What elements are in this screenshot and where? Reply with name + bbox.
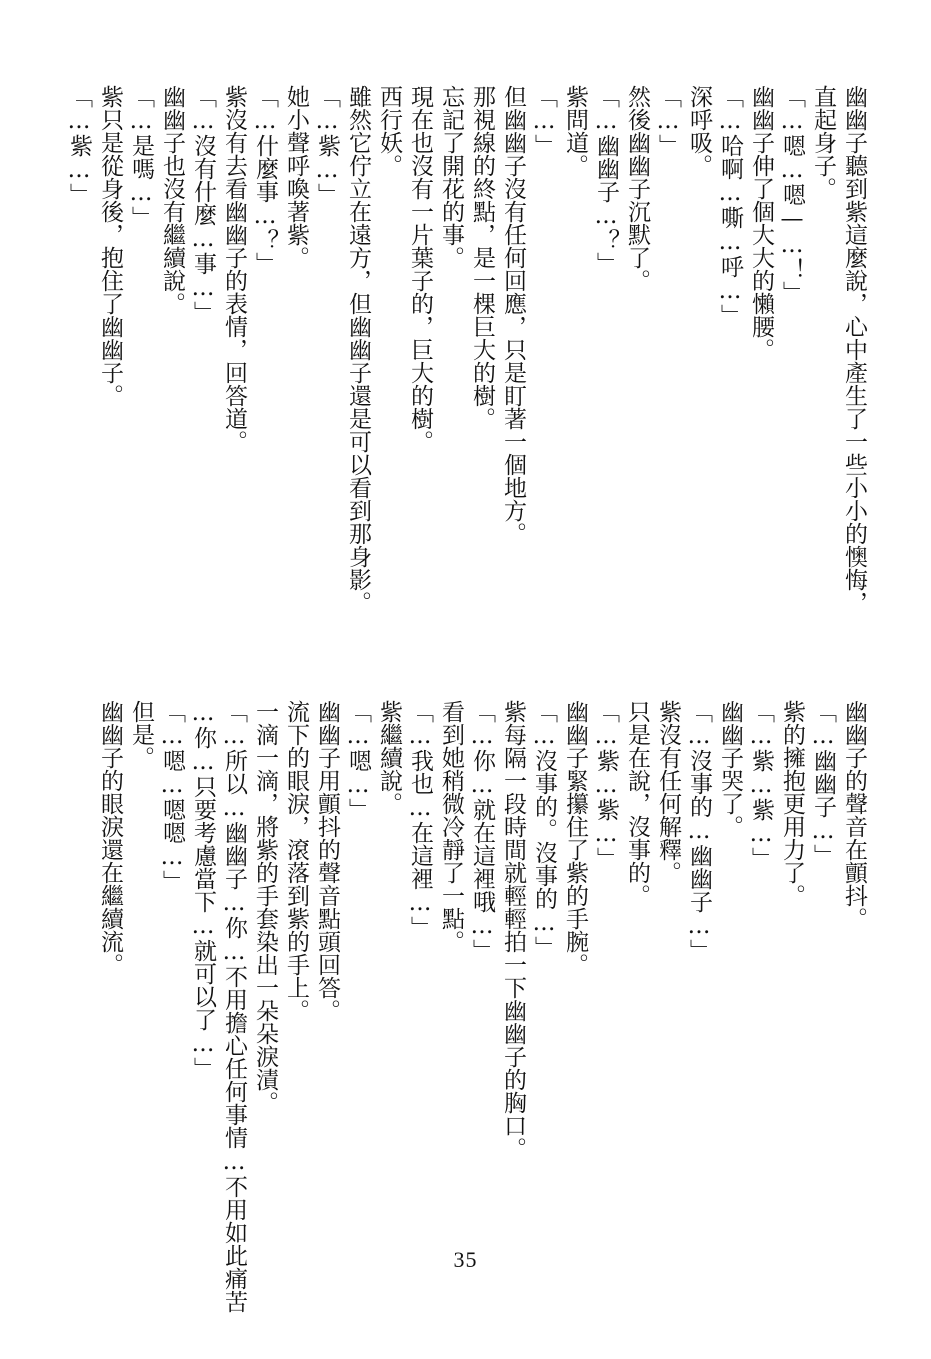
text-line: 「…幽幽子…？」 <box>593 85 619 275</box>
text-line: 幽幽子伸了個大大的懶腰。 <box>748 85 774 361</box>
text-line: 現在也沒有一片葉子的，巨大的樹。 <box>407 85 433 453</box>
page-number: 35 <box>453 1247 478 1272</box>
text-line: 幽幽子聽到紫這麼說，心中產生了一些小小的懊悔， <box>841 85 867 614</box>
text-line: 紫的擁抱更用力了。 <box>779 700 805 907</box>
text-line: 「…紫…紫…」 <box>748 700 774 870</box>
text-line: 直起身子。 <box>810 85 836 200</box>
text-line: 深呼吸。 <box>686 85 712 177</box>
text-line: 「…沒事的。沒事的…」 <box>531 700 557 959</box>
text-line: 「…什麼事…？」 <box>252 85 278 275</box>
text-line: 「…幽幽子…」 <box>810 700 836 867</box>
text-line: 但是。 <box>128 700 154 769</box>
text-line: 幽幽子緊攥住了紫的手腕。 <box>562 700 588 976</box>
text-line: 「…紫…」 <box>314 85 340 206</box>
text-line: 然後幽幽子沉默了。 <box>624 85 650 292</box>
text-line: 「…」 <box>531 85 557 157</box>
text-line: 「…嗯…嗯—…！」 <box>779 85 805 304</box>
text-line: 幽幽子哭了。 <box>717 700 743 838</box>
text-line: 那視線的終點，是一棵巨大的樹。 <box>469 85 495 430</box>
text-line: 「…紫…紫…」 <box>593 700 619 870</box>
text-line: 幽幽子的聲音在顫抖。 <box>841 700 867 930</box>
text-line: 「…你…就在這裡哦…」 <box>469 700 495 962</box>
text-line: …你…只要考慮當下…就可以了…」 <box>190 700 216 1080</box>
text-line: 流下的眼淚，滾落到紫的手上。 <box>283 700 309 1022</box>
text-line: 「…沒有什麼…事…」 <box>190 85 216 324</box>
text-line: 幽幽子也沒有繼續說。 <box>159 85 185 315</box>
text-line: 「…哈啊…嘶…呼…」 <box>717 85 743 327</box>
text-line: 「…沒事的…幽幽子…」 <box>686 700 712 962</box>
text-line: 紫沒有去看幽幽子的表情，回答道。 <box>221 85 247 453</box>
text-line: 「…所以…幽幽子…你…不用擔心任何事情…不用如此痛苦 <box>221 700 247 1313</box>
text-line: 紫問道。 <box>562 85 588 177</box>
text-line: 一滴一滴，將紫的手套染出一朵朵淚漬。 <box>252 700 278 1114</box>
text-column-block-top <box>63 85 869 614</box>
text-line: 「…嗯…」 <box>345 700 371 821</box>
text-line: 「…是嗎…」 <box>128 85 154 229</box>
text-line: 紫只是從身後，抱住了幽幽子。 <box>97 85 123 407</box>
text-line: 看到她稍微冷靜了一點。 <box>438 700 464 953</box>
text-line: 忘記了開花的事。 <box>438 85 464 269</box>
text-line: 幽幽子的眼淚還在繼續流。 <box>97 700 123 976</box>
text-line: 雖然它佇立在遠方，但幽幽子還是可以看到那身影。 <box>345 85 371 614</box>
text-line: 紫每隔一段時間就輕輕拍一下幽幽子的胸口。 <box>500 700 526 1160</box>
text-line: 紫繼續說。 <box>376 700 402 815</box>
text-line: 紫沒有任何解釋。 <box>655 700 681 884</box>
text-line: 西行妖。 <box>376 85 402 177</box>
text-line: 「…嗯…嗯嗯…」 <box>159 700 185 893</box>
text-line: 「…」 <box>655 85 681 157</box>
text-line: 但幽幽子沒有任何回應，只是盯著一個地方。 <box>500 85 526 545</box>
text-line: 她小聲呼喚著紫。 <box>283 85 309 269</box>
text-line: 「…紫…」 <box>66 85 92 206</box>
text-line: 「…我也…在這裡…」 <box>407 700 433 939</box>
text-line: 只是在說，沒事的。 <box>624 700 650 907</box>
text-line: 幽幽子用顫抖的聲音點頭回答。 <box>314 700 340 1022</box>
